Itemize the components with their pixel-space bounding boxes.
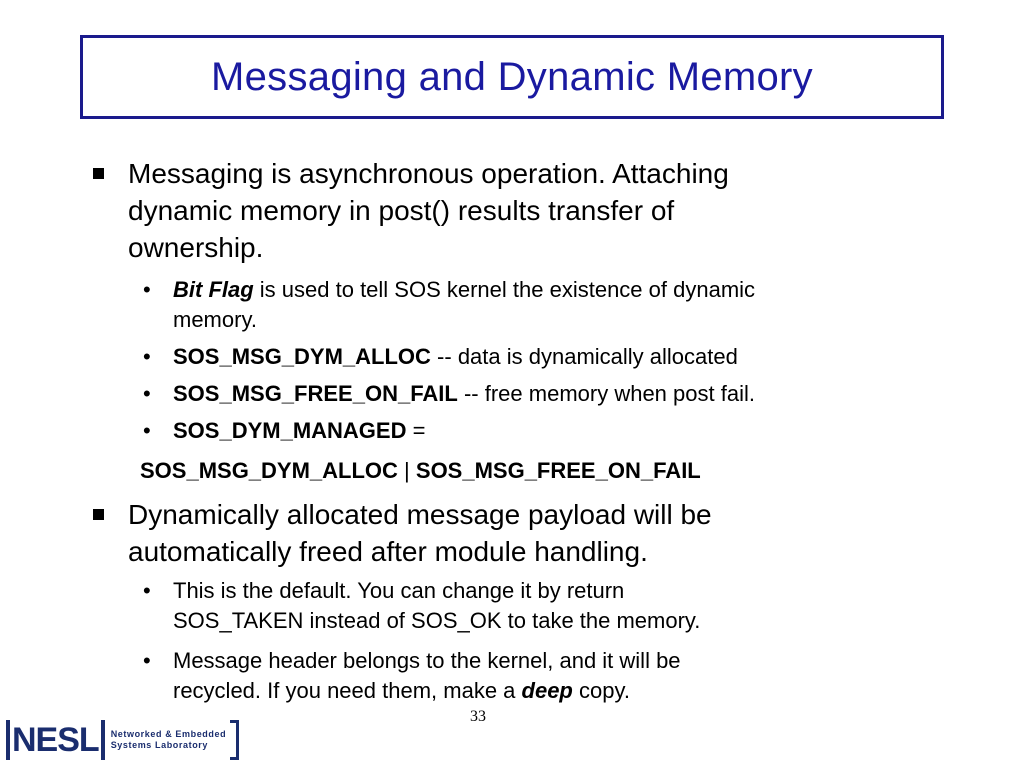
bullet-2-line-2: automatically freed after module handling. bbox=[128, 536, 648, 567]
sub-bullet-free-on-fail: SOS_MSG_FREE_ON_FAIL -- free memory when post fail. bbox=[173, 381, 755, 406]
term-deep: deep bbox=[521, 678, 573, 703]
bullet-1-line-3: ownership. bbox=[128, 232, 264, 263]
title-box bbox=[80, 35, 944, 119]
term-dym-managed: SOS_DYM_MANAGED bbox=[173, 418, 407, 443]
sub-bullet-default: This is the default. You can change it by return SOS_TAKEN instead of SOS_OK to take the memory. bbox=[173, 578, 701, 633]
slide-title: Messaging and Dynamic Memory bbox=[211, 54, 813, 99]
term-free-on-fail: SOS_MSG_FREE_ON_FAIL bbox=[173, 381, 458, 406]
square-bullet-icon bbox=[93, 168, 107, 182]
bullet-1 bbox=[128, 155, 928, 266]
dot-bullet-icon: • bbox=[143, 277, 151, 302]
dot-bullet-icon: • bbox=[143, 578, 151, 603]
dot-bullet-icon: • bbox=[143, 381, 151, 406]
bullet-2-line-1: Dynamically allocated message payload will be bbox=[128, 499, 712, 530]
term-bit-flag: Bit Flag bbox=[173, 277, 254, 302]
page-number: 33 bbox=[470, 708, 486, 725]
square-bullet-icon bbox=[93, 509, 107, 523]
logo-bracket-icon bbox=[230, 720, 239, 760]
bullet-1-line-2: dynamic memory in post() results transfer of bbox=[128, 195, 675, 226]
sub-bullet-bit-flag: Bit Flag is used to tell SOS kernel the existence of dynamic memory. bbox=[173, 277, 756, 332]
nesl-logo bbox=[6, 718, 239, 762]
logo-text: Networked & Embedded Systems Laboratory bbox=[110, 729, 227, 750]
sub-bullet-dym-alloc: SOS_MSG_DYM_ALLOC -- data is dynamically allocated bbox=[173, 344, 738, 369]
dot-bullet-icon: • bbox=[143, 344, 151, 369]
term-dym-alloc: SOS_MSG_DYM_ALLOC bbox=[173, 344, 431, 369]
bullet-1-line-1: Messaging is asynchronous operation. Attaching bbox=[128, 158, 729, 189]
sub-bullet-dym-managed: SOS_DYM_MANAGED = bbox=[173, 418, 426, 443]
dot-bullet-icon: • bbox=[143, 648, 151, 673]
dot-bullet-icon: • bbox=[143, 418, 151, 443]
sub-bullet-message-header: Message header belongs to the kernel, and it will be recycled. If you need them, make a deep copy. bbox=[173, 648, 681, 703]
logo-mark: NESL bbox=[6, 720, 105, 760]
dym-managed-definition: SOS_MSG_DYM_ALLOC | SOS_MSG_FREE_ON_FAIL bbox=[140, 458, 701, 483]
bullet-2 bbox=[128, 496, 928, 570]
